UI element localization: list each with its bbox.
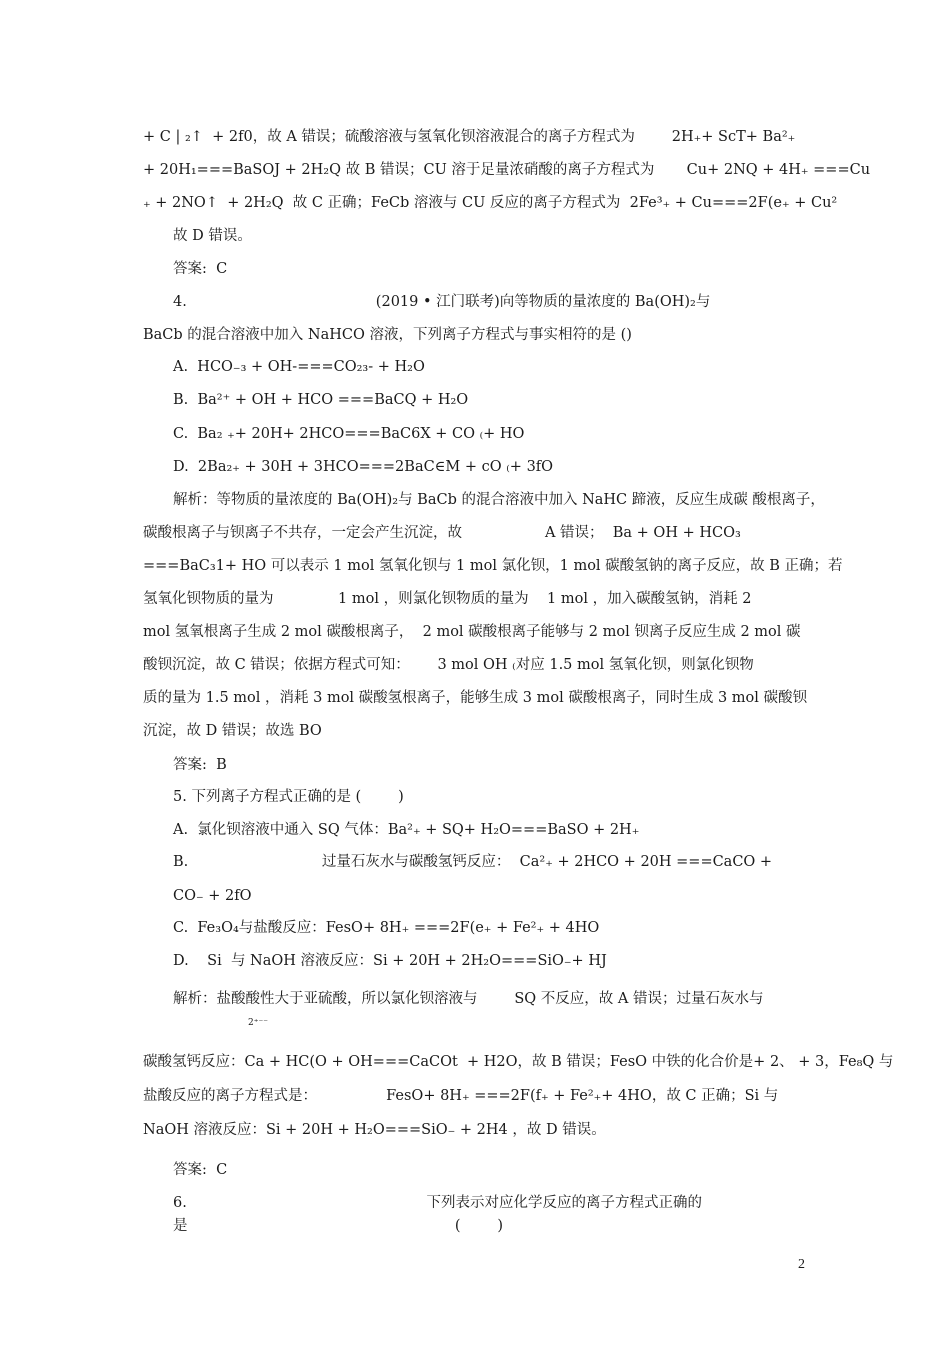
- text-line: NaOH 溶液反应：Si + 20H + H₂O===SiO₋ + 2H4 ，故 D 错误。: [143, 1122, 606, 1138]
- text-line: mol 氢氧根离子生成 2 mol 碳酸根离子， 2 mol 碳酸根离子能够与 2 mol 钡离子反应生成 2 mol 碳: [143, 624, 801, 640]
- text-line: 2⁺⁻⁻: [248, 1018, 268, 1028]
- text-line: 答案: C: [173, 261, 228, 277]
- text-line: 酸钡沉淀，故 C 错误；依据方程式可知： 3 mol OH ₍对应 1.5 mol 氢氧化钡，则氯化钡物: [143, 657, 754, 673]
- text-line: 解析：等物质的量浓度的 Ba(OH)₂与 BaCb 的混合溶液中加入 NaHC 蹄液，反应生成碳 酸根离子，: [173, 492, 825, 508]
- text-line: 氢氧化钡物质的量为 1 mol ，则氯化钡物质的量为 1 mol ，加入碳酸氢钠，消耗 2: [143, 591, 752, 607]
- text-line: 4. (2019 • 江门联考)向等物质的量浓度的 Ba(OH)₂与: [173, 294, 711, 310]
- text-line: D. 2Ba₂₊ + 30H + 3HCO===2BaC∈M + cO ₍+ 3fO: [173, 459, 554, 475]
- text-line: BaCb 的混合溶液中加入 NaHCO 溶液，下列离子方程式与事实相符的是 (): [143, 327, 632, 343]
- text-line: 6. 下列表示对应化学反应的离子方程式正确的: [173, 1195, 703, 1211]
- text-line: C. Fe₃O₄与盐酸反应：FesO+ 8H₊ ===2F(e₊ + Fe²₊ + 4HO: [173, 920, 600, 936]
- text-line: 解析：盐酸酸性大于亚硫酸，所以氯化钡溶液与 SQ 不反应，故 A 错误；过量石灰水与: [173, 991, 764, 1007]
- text-line: 是 ( ): [173, 1218, 504, 1234]
- page-number: 2: [798, 1257, 805, 1272]
- text-line: B. 过量石灰水与碳酸氢钙反应： Ca²₊ + 2HCO + 20H ===CaCO +: [173, 854, 773, 870]
- text-line: ===BaC₃1+ HO 可以表示 1 mol 氢氧化钡与 1 mol 氯化钡，1 mol 碳酸氢钠的离子反应，故 B 正确；若: [143, 558, 843, 574]
- text-line: CO₋ + 2fO: [173, 888, 252, 904]
- text-line: 盐酸反应的离子方程式是： FesO+ 8H₊ ===2F(f₊ + Fe²₊+ 4HO，故 C 正确；Si 与: [143, 1088, 779, 1104]
- text-line: + 20H₁===BaSOJ + 2H₂Q 故 B 错误；CU 溶于足量浓硝酸的离子方程式为 Cu+ 2NQ + 4H₊ ===Cu: [143, 162, 871, 178]
- text-line: C. Ba₂ ₊+ 20H+ 2HCO===BaC6X + CO ₍+ HO: [173, 426, 525, 442]
- text-line: D. Si 与 NaOH 溶液反应：Si + 20H + 2H₂O===SiO₋+ HJ: [173, 953, 607, 969]
- text-line: 故 D 错误。: [173, 228, 252, 244]
- text-line: 5. 下列离子方程式正确的是 ( ): [173, 789, 404, 805]
- text-line: A. HCO₋₃ + OH-===CO₂₃- + H₂O: [173, 359, 425, 375]
- text-line: 质的量为 1.5 mol ，消耗 3 mol 碳酸氢根离子，能够生成 3 mol 碳酸根离子，同时生成 3 mol 碳酸钡: [143, 690, 808, 706]
- text-line: A. 氯化钡溶液中通入 SQ 气体：Ba²₊ + SQ+ H₂O===BaSO + 2H₊: [173, 822, 640, 838]
- text-line: 碳酸根离子与钡离子不共存，一定会产生沉淀，故 A 错误； Ba + OH + HCO₃: [143, 525, 741, 541]
- text-line: 答案: C: [173, 1162, 228, 1178]
- text-line: 沉淀，故 D 错误；故选 BO: [143, 723, 322, 739]
- text-line: ₊ + 2NO↑ + 2H₂Q 故 C 正确；FeCb 溶液与 CU 反应的离子方程式为 2Fe³₊ + Cu===2F(e₊ + Cu²: [143, 195, 838, 211]
- text-line: 答案: B: [173, 757, 227, 773]
- text-line: B. Ba²⁺ + OH + HCO ===BaCQ + H₂O: [173, 392, 469, 408]
- text-line: + C | ₂↑ + 2f0，故 A 错误；硫酸溶液与氢氧化钡溶液混合的离子方程式为 2H₊+ ScT+ Ba²₊: [143, 129, 796, 145]
- text-line: 碳酸氢钙反应：Ca + HC(O + OH===CaCOt + H2O，故 B 错误；FesO 中铁的化合价是+ 2、 + 3，Fe₈Q 与: [143, 1054, 894, 1070]
